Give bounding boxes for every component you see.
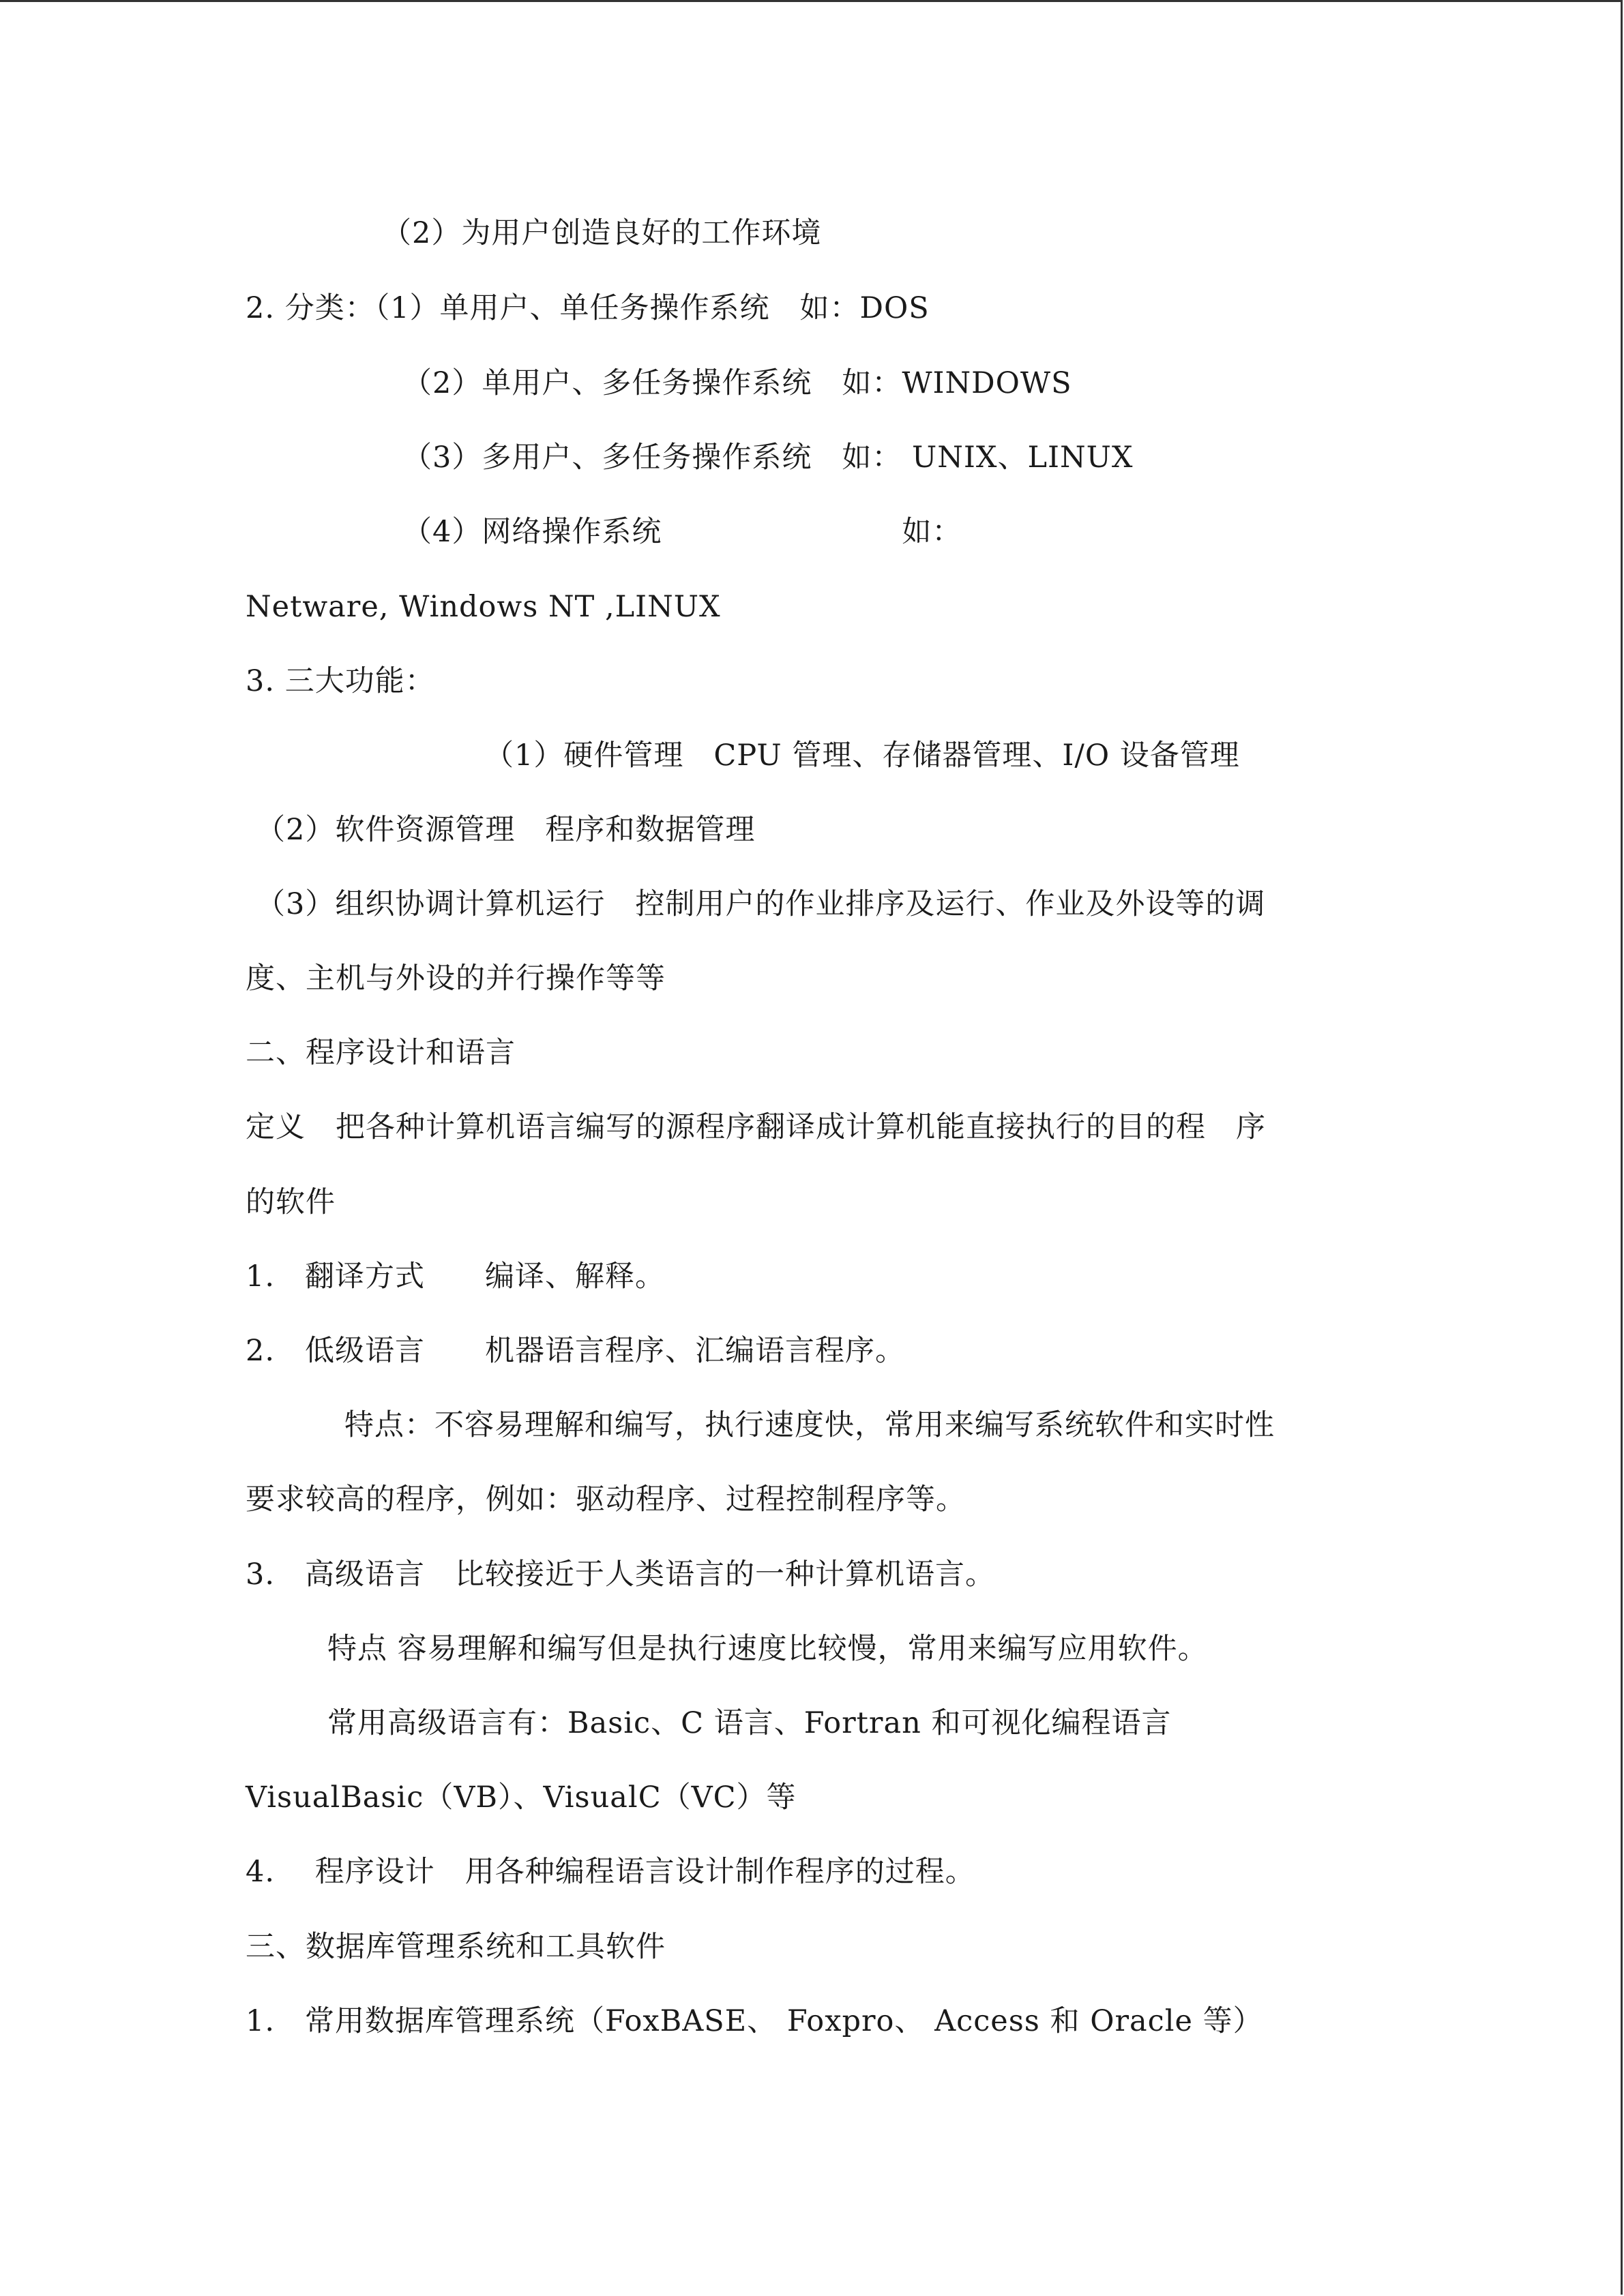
text-line-23: 4. 程序设计 用各种编程语言设计制作程序的过程。 (246, 1855, 975, 1889)
text-line-3: （2）单用户、多任务操作系统 如：WINDOWS (402, 366, 1072, 400)
text-line-4: （3）多用户、多任务操作系统 如： UNIX、LINUX (402, 441, 1134, 475)
text-line-18: 要求较高的程序，例如：驱动程序、过程控制程序等。 (246, 1482, 966, 1517)
text-line-15: 1. 翻译方式 编译、解释。 (246, 1259, 666, 1294)
text-line-8: （1）硬件管理 CPU 管理、存储器管理、I/O 设备管理 (484, 739, 1240, 773)
section-heading-3: 三、数据库管理系统和工具软件 (246, 1930, 666, 1964)
text-line-7: 3. 三大功能： (246, 664, 435, 698)
section-heading-2: 二、程序设计和语言 (246, 1036, 516, 1070)
text-line-5: （4）网络操作系统 如： (402, 515, 962, 549)
text-line-25: 1. 常用数据库管理系统（FoxBASE、 Foxpro、 Access 和 Oracle 等） (246, 2004, 1263, 2038)
text-line-9: （2）软件资源管理 程序和数据管理 (256, 813, 756, 847)
text-line-22: VisualBasic（VB）、VisualC（VC）等 (246, 1780, 797, 1815)
text-line-2: 2. 分类：（1）单用户、单任务操作系统 如：DOS (246, 291, 930, 325)
text-line-20: 特点 容易理解和编写但是执行速度比较慢，常用来编写应用软件。 (327, 1632, 1208, 1666)
text-line-14: 的软件 (246, 1185, 336, 1219)
text-line-10: （3）组织协调计算机运行 控制用户的作业排序及运行、作业及外设等的调 (256, 887, 1266, 921)
text-line-1: （2）为用户创造良好的工作环境 (382, 216, 822, 250)
text-line-13: 定义 把各种计算机语言编写的源程序翻译成计算机能直接执行的目的程 序 (246, 1110, 1266, 1144)
text-line-21: 常用高级语言有：Basic、C 语言、Fortran 和可视化编程语言 (327, 1706, 1172, 1740)
text-line-11: 度、主机与外设的并行操作等等 (246, 961, 666, 996)
text-line-17: 特点：不容易理解和编写，执行速度快，常用来编写系统软件和实时性 (344, 1408, 1275, 1442)
text-line-19: 3. 高级语言 比较接近于人类语言的一种计算机语言。 (246, 1557, 996, 1592)
text-line-6: Netware, Windows NT ,LINUX (246, 590, 721, 624)
text-line-16: 2. 低级语言 机器语言程序、汇编语言程序。 (246, 1334, 906, 1368)
